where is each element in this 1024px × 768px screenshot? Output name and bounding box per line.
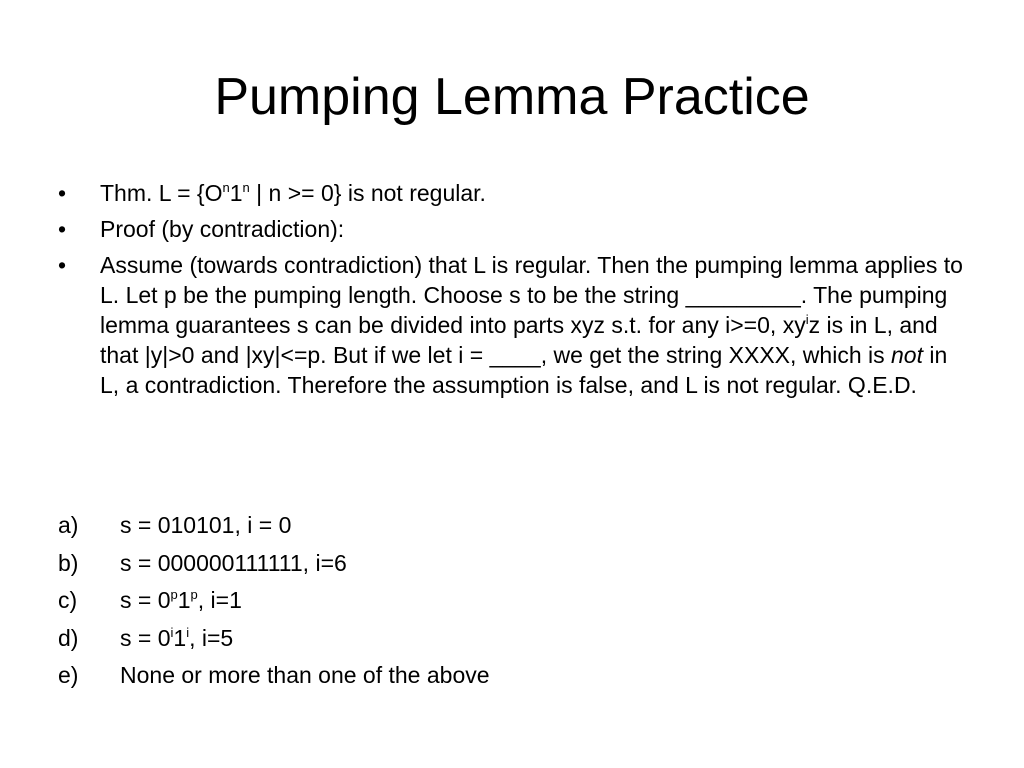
assume-text [100, 252, 963, 398]
theorem-text [100, 180, 486, 206]
option-letter: b) [58, 549, 79, 576]
assume-part-1: Assume (towards contradiction) that L is regular. Then the pumping lemma applies to L. Let p be the pumping length. Choose s to be the string _________. The pumping lemma guarantees s can be divided into parts xyz s.t. for any i>=0, xy [100, 252, 963, 338]
option-letter: e) [58, 662, 79, 688]
theorem-mid: 1 [229, 180, 243, 206]
assume-emphasis: not [891, 342, 923, 368]
theorem-exponent-2: n [242, 180, 250, 195]
option-c-pre: s = 0 [120, 587, 171, 613]
assume-part-3: in L, a contradiction. Therefore the assumption is false, and L is not regular. Q.E.D. [100, 342, 948, 398]
option-d-post: , i=5 [189, 624, 234, 651]
option-c [58, 585, 490, 615]
theorem-post: | n >= 0} is not regular. [249, 180, 486, 206]
option-d-exponent-1: i [170, 624, 174, 640]
answer-options [58, 510, 490, 698]
bullet-dot: • [58, 180, 67, 206]
option-d-exponent-2: i [186, 624, 190, 640]
bullet-dot: • [58, 252, 67, 278]
option-c-exponent-1: p [170, 587, 178, 602]
option-c-post: , i=1 [197, 587, 242, 613]
theorem-pre: Thm. L = {O [100, 180, 223, 206]
option-a [58, 510, 490, 540]
bullet-list [58, 178, 963, 406]
option-d-pre: s = 0 [120, 624, 171, 651]
option-e [58, 660, 490, 690]
slide-title: Pumping Lemma Practice [214, 68, 810, 126]
option-c-exponent-2: p [190, 587, 198, 602]
option-text: s = 010101, i = 0 [120, 512, 292, 538]
option-letter: a) [58, 512, 79, 538]
bullet-theorem [58, 178, 963, 208]
option-text: s = 000000111111, i=6 [120, 549, 347, 576]
option-d-mid: 1 [173, 624, 187, 651]
option-text [120, 625, 233, 651]
option-d [58, 623, 490, 653]
proof-text: Proof (by contradiction): [100, 216, 345, 242]
option-text [120, 587, 242, 613]
assume-exponent: i [805, 312, 809, 327]
theorem-exponent-1: n [222, 180, 230, 195]
option-text: None or more than one of the above [120, 662, 490, 688]
bullet-proof [58, 214, 963, 244]
option-letter: d) [58, 624, 79, 651]
option-c-mid: 1 [177, 587, 191, 613]
bullet-assume [58, 250, 963, 400]
bullet-dot: • [58, 216, 67, 242]
assume-part-2: z is in L, and that |y|>0 and |xy|<=p. But if we let i = ____, we get the string XXXX, which is [100, 312, 938, 368]
option-b [58, 548, 490, 578]
option-letter: c) [58, 587, 78, 613]
